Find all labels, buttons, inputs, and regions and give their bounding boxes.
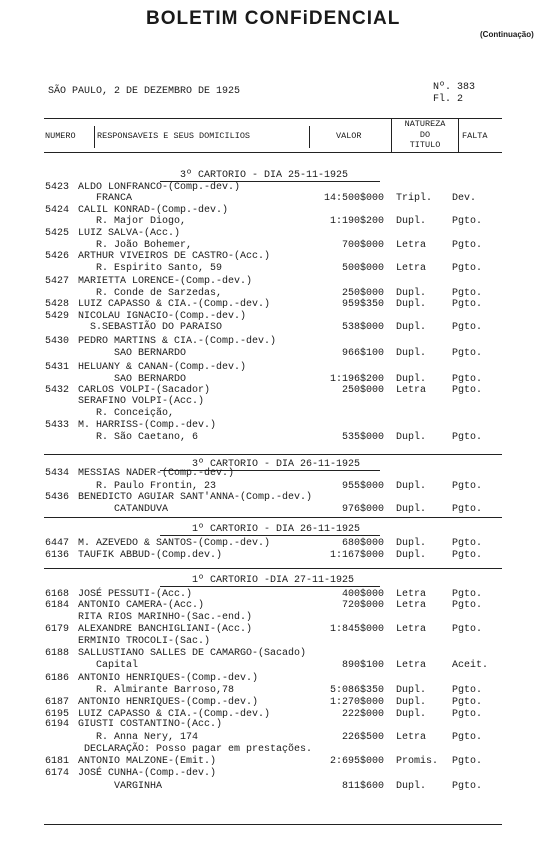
list-item (0, 336, 554, 347)
entry-value: 1:167$000 (329, 550, 384, 561)
column-divider (458, 118, 459, 152)
list-item (0, 240, 554, 251)
entry-number: 6195 (45, 709, 70, 720)
entry-value: 226$500 (341, 732, 384, 743)
document-number: Nº. 383 (433, 82, 476, 93)
entry-value: 720$000 (341, 600, 384, 611)
entry-nature: Dupl. (396, 432, 427, 443)
list-item (0, 205, 554, 216)
entry-number: 5430 (45, 336, 70, 347)
entry-falta: Pgto. (452, 385, 483, 396)
entry-nature: Dupl. (396, 299, 427, 310)
list-item (0, 768, 554, 779)
section-divider (44, 517, 502, 518)
entry-number: 5424 (45, 205, 70, 216)
list-item (0, 322, 554, 333)
entry-responsible: TAUFIK ABBUD-(Comp.dev.) (78, 550, 223, 561)
entry-number: 5431 (45, 362, 70, 373)
entry-responsible: JOSÉ PESSUTI-(Acc.) (78, 589, 193, 600)
header-bottom-rule (44, 152, 502, 153)
list-item (0, 374, 554, 385)
entry-responsible: GIUSTI COSTANTINO-(Acc.) (78, 719, 223, 730)
entry-nature: Letra (396, 624, 427, 635)
list-item (0, 362, 554, 373)
entry-nature: Letra (396, 600, 427, 611)
entry-falta: Pgto. (452, 322, 483, 333)
list-item (0, 492, 554, 503)
natureza-line: TITULO (409, 140, 441, 150)
entry-nature: Letra (396, 660, 427, 671)
list-item (0, 550, 554, 561)
list-item (0, 719, 554, 730)
entry-falta: Pgto. (452, 481, 483, 492)
list-item (0, 216, 554, 227)
list-item (0, 732, 554, 743)
entry-falta: Pgto. (452, 288, 483, 299)
entry-nature: Dupl. (396, 504, 427, 515)
list-item (0, 612, 554, 623)
entry-number: 6179 (45, 624, 70, 635)
entry-responsible: SALLUSTIANO SALLES DE CAMARGO-(Sacado) (78, 648, 307, 659)
natureza-line: NATUREZA (404, 119, 446, 129)
entry-value: 500$000 (341, 263, 384, 274)
section-heading: 1º CARTORIO -DIA 27-11-1925 (192, 575, 355, 586)
entry-value: 400$000 (341, 589, 384, 600)
document-number-block (433, 82, 475, 106)
entry-value: 966$100 (341, 348, 384, 359)
section-divider (44, 454, 502, 455)
section-underline (160, 535, 380, 536)
entry-responsible: RITA RIOS MARINHO-(Sac.-end.) (78, 612, 253, 623)
column-header-responsaveis: RESPONSAVEIS E SEUS DOMICILIOS (97, 131, 251, 141)
entry-value: 890$100 (341, 660, 384, 671)
entry-responsible: DECLARAÇÃO: Posso pagar em prestações. (78, 744, 313, 755)
entry-value: 250$000 (341, 288, 384, 299)
entry-number: 6194 (45, 719, 70, 730)
entry-responsible: M. AZEVEDO & SANTOS-(Comp.-dev.) (78, 538, 271, 549)
entry-responsible: ANTONIO MALZONE-(Emit.) (78, 756, 217, 767)
entry-falta: Pgto. (452, 432, 483, 443)
section-heading: 3º CARTORIO - DIA 26-11-1925 (192, 459, 361, 470)
entry-value: 5:086$350 (329, 685, 384, 696)
entry-nature: Dupl. (396, 322, 427, 333)
entry-falta: Pgto. (452, 374, 483, 385)
entry-value: 955$000 (341, 481, 384, 492)
entry-responsible: ALEXANDRE BANCHIGLIANI-(Acc.) (78, 624, 253, 635)
entry-responsible: LUIZ SALVA-(Acc.) (78, 228, 181, 239)
entry-responsible: MARIETTA LORENCE-(Comp.-dev.) (78, 276, 253, 287)
entry-nature: Dupl. (396, 709, 427, 720)
entry-falta: Pgto. (452, 538, 483, 549)
entry-value: 811$600 (341, 781, 384, 792)
entry-nature: Letra (396, 589, 427, 600)
entry-responsible: R. Paulo Frontin, 23 (78, 481, 217, 492)
entry-value: 680$000 (341, 538, 384, 549)
entry-value: 700$000 (341, 240, 384, 251)
entry-nature: Dupl. (396, 550, 427, 561)
entry-value: 14:500$000 (323, 193, 384, 204)
entry-responsible: LUIZ CAPASSO & CIA.-(Comp.-dev.) (78, 709, 271, 720)
list-item (0, 348, 554, 359)
entry-number: 6184 (45, 600, 70, 611)
entry-falta: Pgto. (452, 709, 483, 720)
list-item (0, 781, 554, 792)
entry-falta: Pgto. (452, 756, 483, 767)
list-item (0, 648, 554, 659)
entry-responsible: SERAFINO VOLPI-(Acc.) (78, 396, 205, 407)
entry-responsible: SAO BERNARDO (78, 348, 187, 359)
entry-value: 1:196$200 (329, 374, 384, 385)
entry-responsible: CATANDUVA (78, 504, 169, 515)
entry-responsible: R. Almirante Barroso,78 (78, 685, 235, 696)
entry-number: 5427 (45, 276, 70, 287)
entry-number: 6187 (45, 697, 70, 708)
entry-falta: Pgto. (452, 624, 483, 635)
entry-responsible: BENEDICTO AGUIAR SANT'ANNA-(Comp.-dev.) (78, 492, 313, 503)
entry-responsible: M. HARRISS-(Comp.-dev.) (78, 420, 217, 431)
entry-falta: Aceit. (452, 660, 489, 671)
entry-responsible: R. Conceição, (78, 408, 175, 419)
list-item (0, 385, 554, 396)
list-item (0, 182, 554, 193)
list-item (0, 468, 554, 479)
entry-nature: Tripl. (396, 193, 433, 204)
entry-value: 976$000 (341, 504, 384, 515)
entry-nature: Dupl. (396, 781, 427, 792)
entry-responsible: ANTONIO HENRIQUES-(Comp.-dev.) (78, 673, 259, 684)
entry-responsible: R. Major Diogo, (78, 216, 187, 227)
list-item (0, 263, 554, 274)
entry-falta: Pgto. (452, 299, 483, 310)
entry-value: 1:190$200 (329, 216, 384, 227)
entry-falta: Pgto. (452, 504, 483, 515)
entry-number: 5436 (45, 492, 70, 503)
entry-nature: Letra (396, 732, 427, 743)
entry-responsible: HELUANY & CANAN-(Comp.-dev.) (78, 362, 247, 373)
list-item (0, 744, 554, 755)
entry-value: 538$000 (341, 322, 384, 333)
entry-nature: Letra (396, 240, 427, 251)
sheet-number: Fl. 2 (433, 94, 464, 105)
entry-responsible: NICOLAU IGNACIO-(Comp.-dev.) (78, 311, 247, 322)
list-item (0, 624, 554, 635)
entry-responsible: R. Conde de Sarzedas, (78, 288, 223, 299)
entry-number: 5425 (45, 228, 70, 239)
entry-falta: Pgto. (452, 685, 483, 696)
column-header-numero: NUMERO (45, 131, 76, 141)
list-item (0, 673, 554, 684)
list-item (0, 276, 554, 287)
entry-nature: Letra (396, 263, 427, 274)
entry-responsible: CARLOS VOLPI-(Sacador) (78, 385, 211, 396)
list-item (0, 408, 554, 419)
list-item (0, 228, 554, 239)
entry-responsible: R. São Caetano, 6 (78, 432, 199, 443)
list-item (0, 756, 554, 767)
list-item (0, 660, 554, 671)
section-heading: 1º CARTORIO - DIA 26-11-1925 (192, 524, 361, 535)
entry-falta: Pgto. (452, 348, 483, 359)
section-heading: 3º CARTORIO - DIA 25-11-1925 (180, 170, 349, 181)
entry-falta: Pgto. (452, 240, 483, 251)
list-item (0, 193, 554, 204)
entry-responsible: CALIL KONRAD-(Comp.-dev.) (78, 205, 229, 216)
entry-responsible: FRANCA (78, 193, 133, 204)
entry-falta: Dev. (452, 193, 477, 204)
entry-responsible: LUIZ CAPASSO & CIA.-(Comp.-dev.) (78, 299, 271, 310)
list-item (0, 481, 554, 492)
entry-number: 6186 (45, 673, 70, 684)
entry-nature: Dupl. (396, 216, 427, 227)
entry-number: 5426 (45, 251, 70, 262)
column-divider (309, 126, 310, 148)
entry-nature: Dupl. (396, 374, 427, 385)
entry-number: 5423 (45, 182, 70, 193)
list-item (0, 636, 554, 647)
entry-falta: Pgto. (452, 216, 483, 227)
entry-responsible: S.SEBASTIÃO DO PARAISO (78, 322, 223, 333)
entry-responsible: R. Anna Nery, 174 (78, 732, 199, 743)
column-header-valor: VALOR (336, 131, 362, 141)
list-item (0, 251, 554, 262)
column-header-natureza (392, 119, 458, 151)
entry-nature: Dupl. (396, 697, 427, 708)
entry-nature: Dupl. (396, 481, 427, 492)
list-item (0, 589, 554, 600)
document-title: BOLETIM CONFiDENCIAL (146, 8, 401, 29)
list-item (0, 538, 554, 549)
entry-falta: Pgto. (452, 550, 483, 561)
entry-number: 5432 (45, 385, 70, 396)
list-item (0, 600, 554, 611)
entry-responsible: Capital (78, 660, 139, 671)
list-item (0, 396, 554, 407)
entry-responsible: ANTONIO CAMERA-(Acc.) (78, 600, 205, 611)
entry-value: 250$000 (341, 385, 384, 396)
entry-responsible: PEDRO MARTINS & CIA.-(Comp.-dev.) (78, 336, 277, 347)
entry-falta: Pgto. (452, 263, 483, 274)
entry-number: 6136 (45, 550, 70, 561)
list-item (0, 504, 554, 515)
table-bottom-rule (44, 824, 502, 825)
entry-number: 5428 (45, 299, 70, 310)
entry-responsible: VARGINHA (78, 781, 163, 792)
entry-nature: Letra (396, 385, 427, 396)
entry-falta: Pgto. (452, 781, 483, 792)
entry-nature: Dupl. (396, 348, 427, 359)
list-item (0, 685, 554, 696)
entry-value: 222$000 (341, 709, 384, 720)
entry-value: 1:270$000 (329, 697, 384, 708)
entry-nature: Dupl. (396, 685, 427, 696)
entry-number: 6168 (45, 589, 70, 600)
entry-value: 959$350 (341, 299, 384, 310)
entry-number: 6181 (45, 756, 70, 767)
entry-responsible: MESSIAS NADER-(Comp.-dev.) (78, 468, 235, 479)
entry-nature: Dupl. (396, 538, 427, 549)
entry-responsible: JOSÉ CUNHA-(Comp.-dev.) (78, 768, 217, 779)
column-header-falta: FALTA (462, 131, 488, 141)
entry-responsible: SAO BERNARDO (78, 374, 187, 385)
column-divider (94, 126, 95, 148)
section-divider (44, 568, 502, 569)
entry-falta: Pgto. (452, 589, 483, 600)
entry-number: 5433 (45, 420, 70, 431)
list-item (0, 420, 554, 431)
entry-responsible: ARTHUR VIVEIROS DE CASTRO-(Acc.) (78, 251, 271, 262)
entry-responsible: ANTONIO HENRIQUES-(Comp.-dev.) (78, 697, 259, 708)
entry-falta: Pgto. (452, 732, 483, 743)
entry-value: 2:695$000 (329, 756, 384, 767)
entry-number: 6188 (45, 648, 70, 659)
entry-number: 6174 (45, 768, 70, 779)
entry-number: 5434 (45, 468, 70, 479)
entry-value: 535$000 (341, 432, 384, 443)
continuation-label: (Continuação) (480, 30, 534, 39)
list-item (0, 288, 554, 299)
natureza-line: DO (419, 129, 431, 140)
list-item (0, 299, 554, 310)
list-item (0, 697, 554, 708)
entry-responsible: ERMINIO TROCOLI-(Sac.) (78, 636, 211, 647)
section-underline (160, 586, 380, 587)
entry-number: 5429 (45, 311, 70, 322)
list-item (0, 432, 554, 443)
entry-number: 6447 (45, 538, 70, 549)
entry-responsible: R. Espirito Santo, 59 (78, 263, 223, 274)
entry-responsible: ALDO LONFRANCO-(Comp.-dev.) (78, 182, 241, 193)
entry-falta: Pgto. (452, 697, 483, 708)
entry-nature: Promis. (396, 756, 439, 767)
entry-responsible: R. João Bohemer, (78, 240, 193, 251)
entry-nature: Dupl. (396, 288, 427, 299)
entry-value: 1:845$000 (329, 624, 384, 635)
list-item (0, 311, 554, 322)
entry-falta: Pgto. (452, 600, 483, 611)
place-date: SÃO PAULO, 2 DE DEZEMBRO DE 1925 (48, 86, 241, 97)
